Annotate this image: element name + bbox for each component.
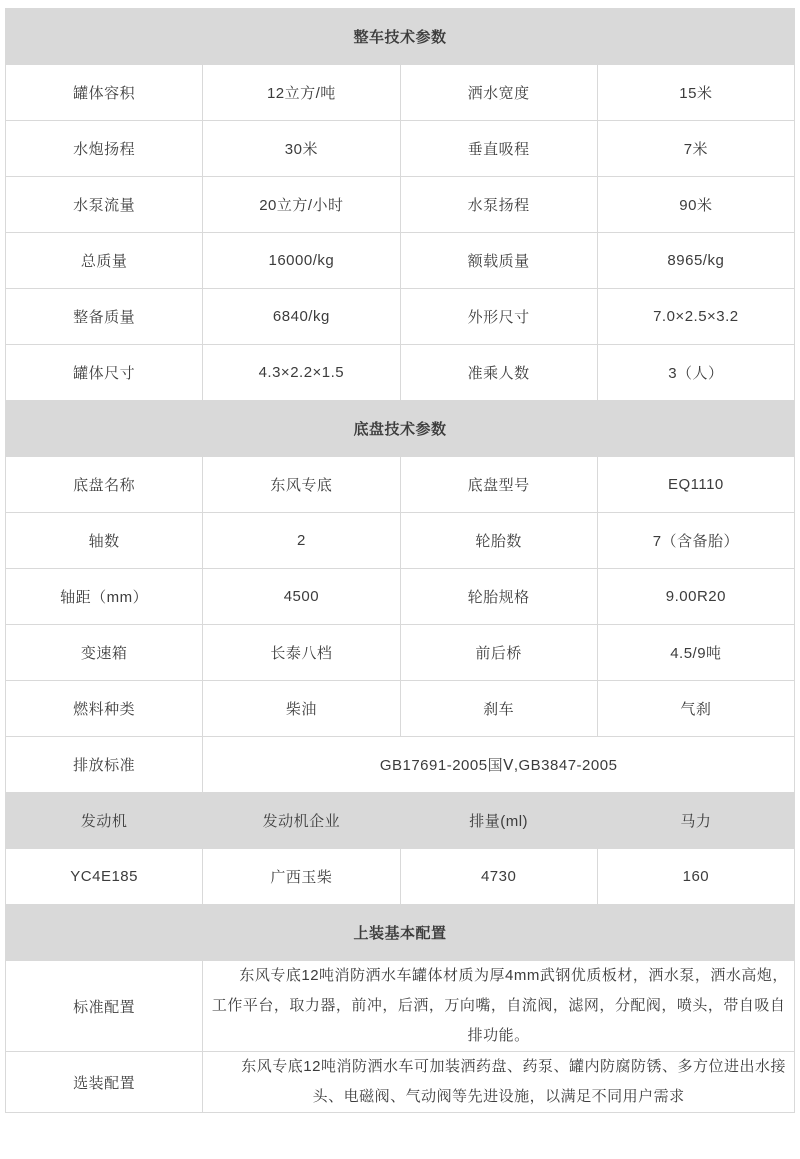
- engine-value-1: 广西玉柴: [203, 849, 400, 905]
- row-value-2: 7米: [597, 121, 794, 177]
- row-label: 罐体容积: [6, 65, 203, 121]
- table-row: [6, 233, 795, 289]
- row-label: 变速箱: [6, 625, 203, 681]
- row-label-2: 洒水宽度: [400, 65, 597, 121]
- row-value: 2: [203, 513, 400, 569]
- table-row: [6, 177, 795, 233]
- row-label: 燃料种类: [6, 681, 203, 737]
- row-value: 16000/kg: [203, 233, 400, 289]
- table-row: [6, 345, 795, 401]
- specifications-table: [5, 8, 795, 1113]
- table-row: [6, 1052, 795, 1113]
- engine-value-2: 4730: [400, 849, 597, 905]
- row-label-2: 外形尺寸: [400, 289, 597, 345]
- table-row: [6, 121, 795, 177]
- row-label-2: 轮胎规格: [400, 569, 597, 625]
- row-value-2: 气刹: [597, 681, 794, 737]
- engine-header-1: 发动机企业: [203, 793, 400, 849]
- row-label-2: 前后桥: [400, 625, 597, 681]
- row-value-2: 7（含备胎）: [597, 513, 794, 569]
- standard-config-label: 标准配置: [6, 961, 203, 1052]
- section-header-row: [6, 401, 795, 457]
- row-value-2: 8965/kg: [597, 233, 794, 289]
- row-value: 4.3×2.2×1.5: [203, 345, 400, 401]
- optional-config-label: 选装配置: [6, 1052, 203, 1113]
- row-label-2: 水泵扬程: [400, 177, 597, 233]
- table-row: [6, 65, 795, 121]
- row-label-2: 刹车: [400, 681, 597, 737]
- row-value-2: 90米: [597, 177, 794, 233]
- row-value-2: 15米: [597, 65, 794, 121]
- section-header-row: [6, 9, 795, 65]
- section-header-row: [6, 905, 795, 961]
- table-row: [6, 457, 795, 513]
- row-value-2: 7.0×2.5×3.2: [597, 289, 794, 345]
- engine-value-0: YC4E185: [6, 849, 203, 905]
- engine-value-row: [6, 849, 795, 905]
- row-value-2: 9.00R20: [597, 569, 794, 625]
- row-label-2: 额载质量: [400, 233, 597, 289]
- table-row: [6, 513, 795, 569]
- row-label: 总质量: [6, 233, 203, 289]
- spec-sheet: [5, 0, 795, 1113]
- table-row: [6, 737, 795, 793]
- row-label: 水泵流量: [6, 177, 203, 233]
- row-label: 轴数: [6, 513, 203, 569]
- row-label-2: 垂直吸程: [400, 121, 597, 177]
- standard-config-text: 东风专底12吨消防洒水车罐体材质为厚4mm武钢优质板材，洒水泵，洒水高炮，工作平台，取力器，前冲，后洒，万向嘴，自流阀，滤网，分配阀，喷头，带自吸自排功能。: [203, 961, 795, 1052]
- row-value: 4500: [203, 569, 400, 625]
- table-row: [6, 961, 795, 1052]
- row-label-2: 轮胎数: [400, 513, 597, 569]
- row-value: 6840/kg: [203, 289, 400, 345]
- table-row: [6, 569, 795, 625]
- row-value: 12立方/吨: [203, 65, 400, 121]
- row-value-2: EQ1110: [597, 457, 794, 513]
- row-value: 20立方/小时: [203, 177, 400, 233]
- row-label: 底盘名称: [6, 457, 203, 513]
- section-title-chassis: 底盘技术参数: [6, 401, 795, 457]
- table-row: [6, 625, 795, 681]
- emission-value: GB17691-2005国Ⅴ,GB3847-2005: [203, 737, 795, 793]
- table-row: [6, 681, 795, 737]
- row-label: 罐体尺寸: [6, 345, 203, 401]
- engine-header-2: 排量(ml): [400, 793, 597, 849]
- row-value-2: 3（人）: [597, 345, 794, 401]
- optional-config-text: 东风专底12吨消防洒水车可加装洒药盘、药泵、罐内防腐防锈、多方位进出水接头、电磁阀、气动阀等先进设施，以满足不同用户需求: [203, 1052, 795, 1113]
- section-title-vehicle: 整车技术参数: [6, 9, 795, 65]
- engine-header-row: [6, 793, 795, 849]
- row-label: 轴距（mm）: [6, 569, 203, 625]
- row-label: 整备质量: [6, 289, 203, 345]
- row-value: 长泰八档: [203, 625, 400, 681]
- emission-label: 排放标准: [6, 737, 203, 793]
- engine-header-0: 发动机: [6, 793, 203, 849]
- row-label-2: 准乘人数: [400, 345, 597, 401]
- row-label-2: 底盘型号: [400, 457, 597, 513]
- row-value: 东风专底: [203, 457, 400, 513]
- engine-value-3: 160: [597, 849, 794, 905]
- table-row: [6, 289, 795, 345]
- row-label: 水炮扬程: [6, 121, 203, 177]
- section-title-equipment: 上装基本配置: [6, 905, 795, 961]
- row-value: 柴油: [203, 681, 400, 737]
- row-value: 30米: [203, 121, 400, 177]
- engine-header-3: 马力: [597, 793, 794, 849]
- row-value-2: 4.5/9吨: [597, 625, 794, 681]
